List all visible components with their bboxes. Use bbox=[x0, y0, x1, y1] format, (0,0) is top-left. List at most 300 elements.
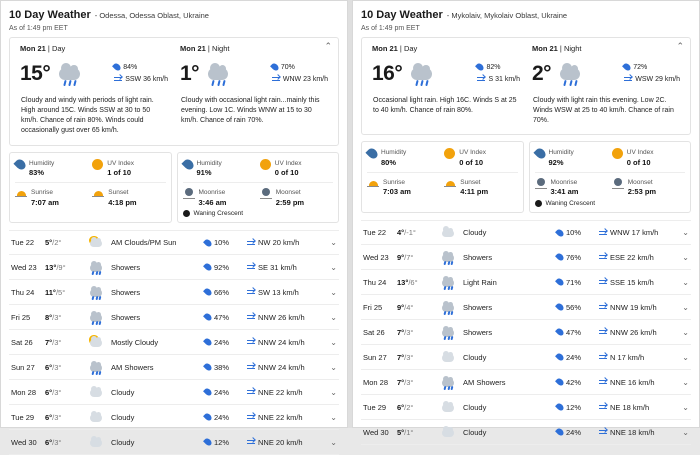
forecast-high: 11° bbox=[45, 287, 56, 297]
forecast-icon-cell bbox=[85, 384, 107, 400]
night-wind bbox=[272, 75, 328, 83]
forecast-icon-cell bbox=[437, 374, 459, 390]
rain-icon bbox=[88, 259, 104, 275]
forecast-condition: AM Clouds/PM Sun bbox=[111, 238, 177, 248]
chevron-down-icon[interactable]: ⌄ bbox=[330, 412, 337, 422]
night-temp-row bbox=[180, 56, 328, 90]
day-precip-value: 84% bbox=[123, 63, 138, 71]
forecast-precip-value: 92% bbox=[214, 262, 230, 272]
uv-index-icon bbox=[612, 148, 623, 159]
day-date: Mon 21 bbox=[372, 44, 398, 53]
uv-index-icon bbox=[260, 159, 271, 170]
forecast-condition: Showers bbox=[463, 252, 493, 262]
night-humidity-value: 92% bbox=[548, 157, 564, 167]
forecast-temps bbox=[45, 438, 85, 447]
forecast-wind bbox=[247, 363, 325, 372]
chevron-down-icon[interactable]: ⌄ bbox=[330, 387, 337, 397]
forecast-wind bbox=[247, 413, 325, 422]
divider bbox=[183, 182, 334, 183]
day-humidity-item bbox=[367, 147, 440, 167]
cloudy-icon bbox=[88, 434, 104, 450]
ten-day-list bbox=[9, 230, 339, 455]
day-temp-row bbox=[372, 56, 520, 90]
forecast-wind-value: ESE 22 km/h bbox=[610, 252, 654, 262]
forecast-precip bbox=[557, 303, 599, 312]
forecast-precip bbox=[557, 253, 599, 262]
night-precip-value: 72% bbox=[633, 63, 648, 71]
wind-icon bbox=[599, 303, 607, 311]
forecast-low: /3° bbox=[404, 377, 414, 387]
chevron-down-icon[interactable]: ⌄ bbox=[330, 362, 337, 372]
forecast-precip bbox=[557, 428, 599, 437]
forecast-condition: Showers bbox=[111, 262, 141, 272]
forecast-precip bbox=[205, 313, 247, 322]
forecast-row[interactable] bbox=[361, 395, 691, 420]
forecast-low: /1° bbox=[404, 427, 414, 437]
cloudy-icon bbox=[88, 409, 104, 425]
chevron-down-icon[interactable]: ⌄ bbox=[682, 327, 689, 337]
night-metrics bbox=[272, 63, 328, 83]
rain-icon bbox=[88, 359, 104, 375]
forecast-condition: Cloudy bbox=[463, 352, 487, 362]
raindrop-icon bbox=[203, 387, 213, 397]
forecast-wind bbox=[247, 338, 325, 347]
day-uv-value: 0 of 10 bbox=[459, 157, 484, 167]
forecast-precip-value: 24% bbox=[214, 387, 230, 397]
location-label: - Mykolaiv, Mykolaiv Oblast, Ukraine bbox=[446, 11, 568, 20]
wind-icon bbox=[599, 328, 607, 336]
raindrop-icon bbox=[555, 302, 565, 312]
forecast-condition: Cloudy bbox=[111, 437, 135, 447]
forecast-high: 7° bbox=[45, 337, 53, 347]
forecast-condition: Cloudy bbox=[463, 427, 487, 437]
forecast-row[interactable] bbox=[361, 270, 691, 295]
partly-cloudy-icon bbox=[88, 334, 104, 350]
forecast-row[interactable] bbox=[361, 420, 691, 445]
night-humidity-item bbox=[183, 158, 256, 178]
forecast-high: 6° bbox=[397, 402, 405, 412]
day-temperature: 15° bbox=[20, 61, 51, 85]
chevron-down-icon[interactable]: ⌄ bbox=[682, 302, 689, 312]
chevron-down-icon[interactable]: ⌄ bbox=[330, 337, 337, 347]
forecast-wind bbox=[599, 353, 677, 362]
night-uv-value: 0 of 10 bbox=[626, 157, 651, 167]
night-humidity-value: 91% bbox=[196, 167, 212, 177]
rain-icon bbox=[440, 274, 456, 290]
wind-icon bbox=[247, 413, 255, 421]
raindrop-icon bbox=[622, 62, 632, 72]
panel-header bbox=[361, 7, 691, 21]
forecast-icon-cell bbox=[437, 249, 459, 265]
today-forecast-card bbox=[9, 37, 339, 146]
sunset-item bbox=[444, 177, 517, 197]
forecast-wind bbox=[599, 303, 677, 312]
humidity-icon bbox=[13, 157, 27, 171]
forecast-low: /2° bbox=[404, 402, 414, 412]
forecast-row[interactable] bbox=[9, 430, 339, 455]
rain-icon bbox=[557, 60, 583, 86]
sunset-value: 4:11 pm bbox=[460, 187, 489, 197]
chevron-down-icon[interactable]: ⌄ bbox=[682, 228, 689, 238]
rain-icon bbox=[440, 299, 456, 315]
forecast-high: 9° bbox=[397, 252, 405, 262]
chevron-down-icon[interactable]: ⌄ bbox=[330, 262, 337, 272]
divider bbox=[367, 172, 518, 173]
night-temperature: 1° bbox=[180, 61, 200, 85]
forecast-wind-value: NNE 16 km/h bbox=[610, 377, 655, 387]
forecast-icon-cell bbox=[437, 225, 459, 241]
humidity-icon bbox=[181, 157, 195, 171]
humidity-icon bbox=[533, 147, 547, 161]
forecast-temps bbox=[45, 288, 85, 297]
forecast-row[interactable] bbox=[361, 220, 691, 245]
forecast-temps bbox=[397, 228, 437, 237]
day-details-card bbox=[9, 152, 172, 224]
chevron-down-icon[interactable]: ⌄ bbox=[330, 437, 337, 447]
forecast-date: Wed 23 bbox=[363, 252, 389, 262]
raindrop-icon bbox=[203, 362, 213, 372]
panel-header bbox=[9, 7, 339, 21]
forecast-icon-cell bbox=[85, 309, 107, 325]
forecast-temps bbox=[45, 338, 85, 347]
forecast-low: /3° bbox=[52, 437, 62, 447]
day-humidity-value: 80% bbox=[381, 157, 397, 167]
forecast-wind-value: NNE 22 km/h bbox=[258, 412, 303, 422]
forecast-low: /-1° bbox=[404, 228, 416, 238]
forecast-wind bbox=[247, 388, 325, 397]
rain-icon bbox=[440, 374, 456, 390]
forecast-wind-value: NNE 22 km/h bbox=[258, 387, 303, 397]
forecast-temps bbox=[397, 378, 437, 387]
moonrise-item bbox=[535, 177, 608, 197]
forecast-date: Thu 24 bbox=[11, 287, 35, 297]
wind-icon bbox=[599, 403, 607, 411]
moon-phase-icon bbox=[535, 200, 542, 207]
forecast-low: /2° bbox=[52, 238, 62, 248]
forecast-condition: Cloudy bbox=[463, 228, 487, 238]
night-uv-item bbox=[612, 147, 685, 167]
partly-cloudy-icon bbox=[88, 235, 104, 251]
night-precip-chance bbox=[272, 63, 328, 71]
night-details-card bbox=[177, 152, 340, 224]
forecast-high: 5° bbox=[45, 238, 53, 248]
night-wind-value: WSW 29 km/h bbox=[635, 75, 680, 83]
forecast-icon-cell bbox=[437, 324, 459, 340]
cloudy-icon bbox=[440, 225, 456, 241]
forecast-low: /3° bbox=[52, 412, 62, 422]
wind-icon bbox=[599, 229, 607, 237]
night-temp-row bbox=[532, 56, 680, 90]
moonrise-value: 3:46 am bbox=[198, 197, 227, 207]
forecast-date: Fri 25 bbox=[363, 302, 383, 312]
forecast-condition: Cloudy bbox=[111, 412, 135, 422]
forecast-high: 8° bbox=[45, 312, 53, 322]
wind-icon bbox=[247, 363, 255, 371]
sunrise-label: Sunrise bbox=[383, 179, 406, 187]
day-part-name: Day bbox=[51, 44, 66, 53]
raindrop-icon bbox=[555, 327, 565, 337]
forecast-row[interactable] bbox=[9, 380, 339, 405]
rain-icon bbox=[440, 324, 456, 340]
page-title: 10 Day Weather bbox=[9, 9, 91, 21]
forecast-date: Mon 28 bbox=[11, 387, 37, 397]
rain-icon bbox=[408, 60, 434, 86]
day-wind bbox=[477, 75, 520, 83]
moon-phase-icon bbox=[183, 210, 190, 217]
night-uv-label: UV Index bbox=[626, 149, 654, 157]
moon-phase-label: Waning Crescent bbox=[545, 200, 596, 208]
sunrise-item bbox=[15, 187, 88, 207]
night-uv-label: UV Index bbox=[274, 159, 302, 167]
forecast-icon-cell bbox=[85, 334, 107, 350]
forecast-condition: Cloudy bbox=[111, 387, 135, 397]
forecast-icon-cell bbox=[437, 274, 459, 290]
night-part-name: Night bbox=[563, 44, 582, 53]
forecast-precip-value: 24% bbox=[214, 412, 230, 422]
today-forecast-card bbox=[361, 37, 691, 135]
forecast-condition: Showers bbox=[111, 312, 141, 322]
location-label: - Odessa, Odessa Oblast, Ukraine bbox=[94, 11, 209, 20]
forecast-date: Wed 30 bbox=[11, 437, 37, 447]
chevron-down-icon[interactable]: ⌄ bbox=[682, 252, 689, 262]
forecast-low: /6° bbox=[408, 277, 418, 287]
forecast-condition: Light Rain bbox=[463, 277, 497, 287]
day-temp-row bbox=[20, 56, 168, 90]
forecast-high: 13° bbox=[45, 262, 57, 272]
rain-icon bbox=[88, 284, 104, 300]
forecast-low: /3° bbox=[52, 312, 62, 322]
night-precip-value: 70% bbox=[280, 63, 295, 71]
forecast-date: Tue 29 bbox=[11, 412, 35, 422]
sunrise-icon bbox=[367, 178, 379, 189]
page-title: 10 Day Weather bbox=[361, 9, 443, 21]
forecast-wind-value: NNW 26 km/h bbox=[258, 312, 305, 322]
forecast-wind-value: SSE 15 km/h bbox=[610, 277, 654, 287]
forecast-high: 9° bbox=[397, 302, 405, 312]
night-humidity-label: Humidity bbox=[548, 149, 574, 157]
day-uv-label: UV Index bbox=[107, 159, 134, 167]
forecast-row[interactable] bbox=[9, 405, 339, 430]
forecast-icon-cell bbox=[85, 359, 107, 375]
forecast-row[interactable] bbox=[361, 320, 691, 345]
moon-phase bbox=[183, 210, 334, 217]
chevron-down-icon[interactable]: ⌄ bbox=[682, 402, 689, 412]
forecast-temps bbox=[397, 353, 437, 362]
day-narrative: Occasional light rain. High 16C. Winds S at 25 to 40 km/h. Chance of rain 80%. bbox=[373, 97, 517, 115]
forecast-precip-value: 71% bbox=[566, 277, 582, 287]
wind-icon bbox=[599, 253, 607, 261]
forecast-temps bbox=[45, 363, 85, 372]
forecast-icon-cell bbox=[85, 235, 107, 251]
raindrop-icon bbox=[203, 437, 213, 447]
forecast-precip-value: 12% bbox=[214, 437, 230, 447]
forecast-high: 6° bbox=[45, 362, 53, 372]
day-precip-chance bbox=[114, 63, 168, 71]
forecast-low: /7° bbox=[404, 252, 414, 262]
moonset-label: Moonset bbox=[627, 179, 653, 187]
raindrop-icon bbox=[203, 287, 213, 297]
forecast-condition: AM Showers bbox=[463, 377, 506, 387]
forecast-low: /9° bbox=[56, 262, 66, 272]
forecast-wind bbox=[247, 313, 325, 322]
chevron-down-icon[interactable]: ⌄ bbox=[330, 287, 337, 297]
moonset-item bbox=[260, 187, 333, 207]
chevron-up-icon[interactable]: ⌃ bbox=[324, 41, 332, 51]
forecast-low: /3° bbox=[404, 327, 414, 337]
forecast-wind-value: SW 13 km/h bbox=[258, 287, 299, 297]
sunrise-value: 7:03 am bbox=[383, 187, 411, 197]
rain-icon bbox=[88, 309, 104, 325]
forecast-date: Mon 28 bbox=[363, 377, 389, 387]
forecast-wind-value: NNW 24 km/h bbox=[258, 362, 305, 372]
raindrop-icon bbox=[270, 62, 280, 72]
forecast-temps bbox=[397, 253, 437, 262]
forecast-condition: Mostly Cloudy bbox=[111, 337, 159, 347]
forecast-date: Fri 25 bbox=[11, 312, 31, 322]
day-wind-value: SSW 36 km/h bbox=[125, 75, 168, 83]
wind-icon bbox=[247, 239, 255, 247]
day-wind-value: S 31 km/h bbox=[488, 75, 520, 83]
forecast-wind bbox=[247, 288, 325, 297]
night-temperature: 2° bbox=[532, 61, 552, 85]
forecast-date: Sun 27 bbox=[11, 362, 35, 372]
night-uv-value: 0 of 10 bbox=[274, 167, 299, 177]
forecast-date: Tue 22 bbox=[363, 228, 387, 238]
chevron-down-icon[interactable]: ⌄ bbox=[682, 427, 689, 437]
forecast-row[interactable] bbox=[9, 230, 339, 255]
forecast-precip-value: 76% bbox=[566, 252, 582, 262]
today-night-half bbox=[174, 41, 334, 137]
raindrop-icon bbox=[555, 402, 565, 412]
forecast-row[interactable] bbox=[9, 280, 339, 305]
forecast-precip bbox=[557, 278, 599, 287]
forecast-condition: AM Showers bbox=[111, 362, 154, 372]
raindrop-icon bbox=[555, 277, 565, 287]
wind-icon bbox=[247, 338, 255, 346]
forecast-wind-value: NE 18 km/h bbox=[610, 402, 650, 412]
forecast-wind bbox=[247, 238, 325, 247]
wind-icon bbox=[599, 378, 607, 386]
forecast-temps bbox=[45, 238, 85, 247]
sunset-item bbox=[92, 187, 165, 207]
forecast-high: 7° bbox=[397, 327, 405, 337]
forecast-temps bbox=[45, 388, 85, 397]
forecast-icon-cell bbox=[85, 284, 107, 300]
day-precip-chance bbox=[477, 63, 520, 71]
chevron-down-icon[interactable]: ⌄ bbox=[330, 312, 337, 322]
forecast-icon-cell bbox=[85, 409, 107, 425]
forecast-precip-value: 24% bbox=[566, 427, 582, 437]
cloudy-icon bbox=[440, 424, 456, 440]
forecast-high: 6° bbox=[45, 387, 53, 397]
day-metrics bbox=[477, 63, 520, 83]
moonset-icon bbox=[612, 178, 624, 189]
chevron-down-icon[interactable]: ⌄ bbox=[682, 352, 689, 362]
forecast-row[interactable] bbox=[361, 245, 691, 270]
forecast-precip bbox=[205, 388, 247, 397]
forecast-row[interactable] bbox=[361, 295, 691, 320]
forecast-high: 4° bbox=[397, 228, 405, 238]
day-date: Mon 21 bbox=[20, 44, 46, 53]
day-wind bbox=[114, 75, 168, 83]
forecast-temps bbox=[397, 278, 437, 287]
chevron-down-icon[interactable]: ⌄ bbox=[682, 377, 689, 387]
forecast-wind-value: NNE 18 km/h bbox=[610, 427, 655, 437]
moon-phase bbox=[535, 200, 686, 207]
night-narrative: Cloudy with occasional light rain...mainly this evening. Low 1C. Winds WNW at 15 to 30 km/h. Chance of rain 70%. bbox=[181, 97, 320, 125]
forecast-precip-value: 56% bbox=[566, 302, 582, 312]
wind-icon bbox=[247, 288, 255, 296]
raindrop-icon bbox=[203, 238, 213, 248]
forecast-icon-cell bbox=[437, 424, 459, 440]
moonrise-icon bbox=[535, 178, 547, 189]
forecast-row[interactable] bbox=[9, 255, 339, 280]
sunset-label: Sunset bbox=[460, 179, 481, 187]
night-precip-chance bbox=[624, 63, 680, 71]
forecast-wind-value: NW 20 km/h bbox=[258, 238, 300, 248]
wind-icon bbox=[247, 438, 255, 446]
forecast-precip-value: 38% bbox=[214, 362, 230, 372]
humidity-icon bbox=[365, 147, 379, 161]
forecast-high: 5° bbox=[397, 427, 405, 437]
forecast-precip-value: 24% bbox=[566, 352, 582, 362]
night-wind-value: WNW 23 km/h bbox=[282, 75, 328, 83]
day-details-card bbox=[361, 141, 524, 213]
chevron-down-icon[interactable]: ⌄ bbox=[682, 277, 689, 287]
chevron-up-icon[interactable]: ⌃ bbox=[676, 41, 684, 51]
night-part-label: Mon 21 | Night bbox=[532, 44, 582, 53]
uv-index-icon bbox=[92, 159, 103, 170]
forecast-icon-cell bbox=[85, 434, 107, 450]
forecast-low: /4° bbox=[404, 302, 414, 312]
forecast-row[interactable] bbox=[9, 330, 339, 355]
night-humidity-label: Humidity bbox=[196, 159, 222, 167]
chevron-down-icon[interactable]: ⌄ bbox=[330, 238, 337, 248]
forecast-date: Thu 24 bbox=[363, 277, 387, 287]
forecast-wind-value: SE 31 km/h bbox=[258, 262, 297, 272]
forecast-date: Sat 26 bbox=[11, 337, 33, 347]
forecast-row[interactable] bbox=[361, 345, 691, 370]
forecast-icon-cell bbox=[437, 299, 459, 315]
forecast-date: Tue 29 bbox=[363, 402, 387, 412]
forecast-wind-value: NNW 24 km/h bbox=[258, 337, 305, 347]
forecast-wind-value: NNW 19 km/h bbox=[610, 302, 657, 312]
forecast-wind bbox=[247, 263, 325, 272]
forecast-precip bbox=[557, 378, 599, 387]
divider bbox=[535, 172, 686, 173]
day-humidity-item bbox=[15, 158, 88, 178]
forecast-precip bbox=[557, 403, 599, 412]
forecast-condition: Cloudy bbox=[463, 402, 487, 412]
moonset-value: 2:59 pm bbox=[275, 197, 305, 207]
day-narrative: Cloudy and windy with periods of light rain. High around 15C. Winds SSW at 30 to 50 km/h. Chance of rain 80%. Winds could occasionally gust over 65 km/h. bbox=[21, 97, 154, 135]
forecast-temps bbox=[397, 303, 437, 312]
forecast-date: Sat 26 bbox=[363, 327, 385, 337]
forecast-precip bbox=[557, 328, 599, 337]
wind-icon bbox=[247, 313, 255, 321]
forecast-precip bbox=[205, 238, 247, 247]
wind-icon bbox=[114, 75, 122, 83]
sunrise-icon bbox=[15, 188, 27, 199]
day-uv-value: 1 of 10 bbox=[107, 167, 132, 177]
day-humidity-label: Humidity bbox=[29, 159, 55, 167]
forecast-row[interactable] bbox=[361, 370, 691, 395]
as-of-timestamp: As of 1:49 pm EET bbox=[361, 25, 420, 32]
forecast-icon-cell bbox=[85, 259, 107, 275]
forecast-row[interactable] bbox=[9, 305, 339, 330]
forecast-row[interactable] bbox=[9, 355, 339, 380]
night-date: Mon 21 bbox=[532, 44, 558, 53]
